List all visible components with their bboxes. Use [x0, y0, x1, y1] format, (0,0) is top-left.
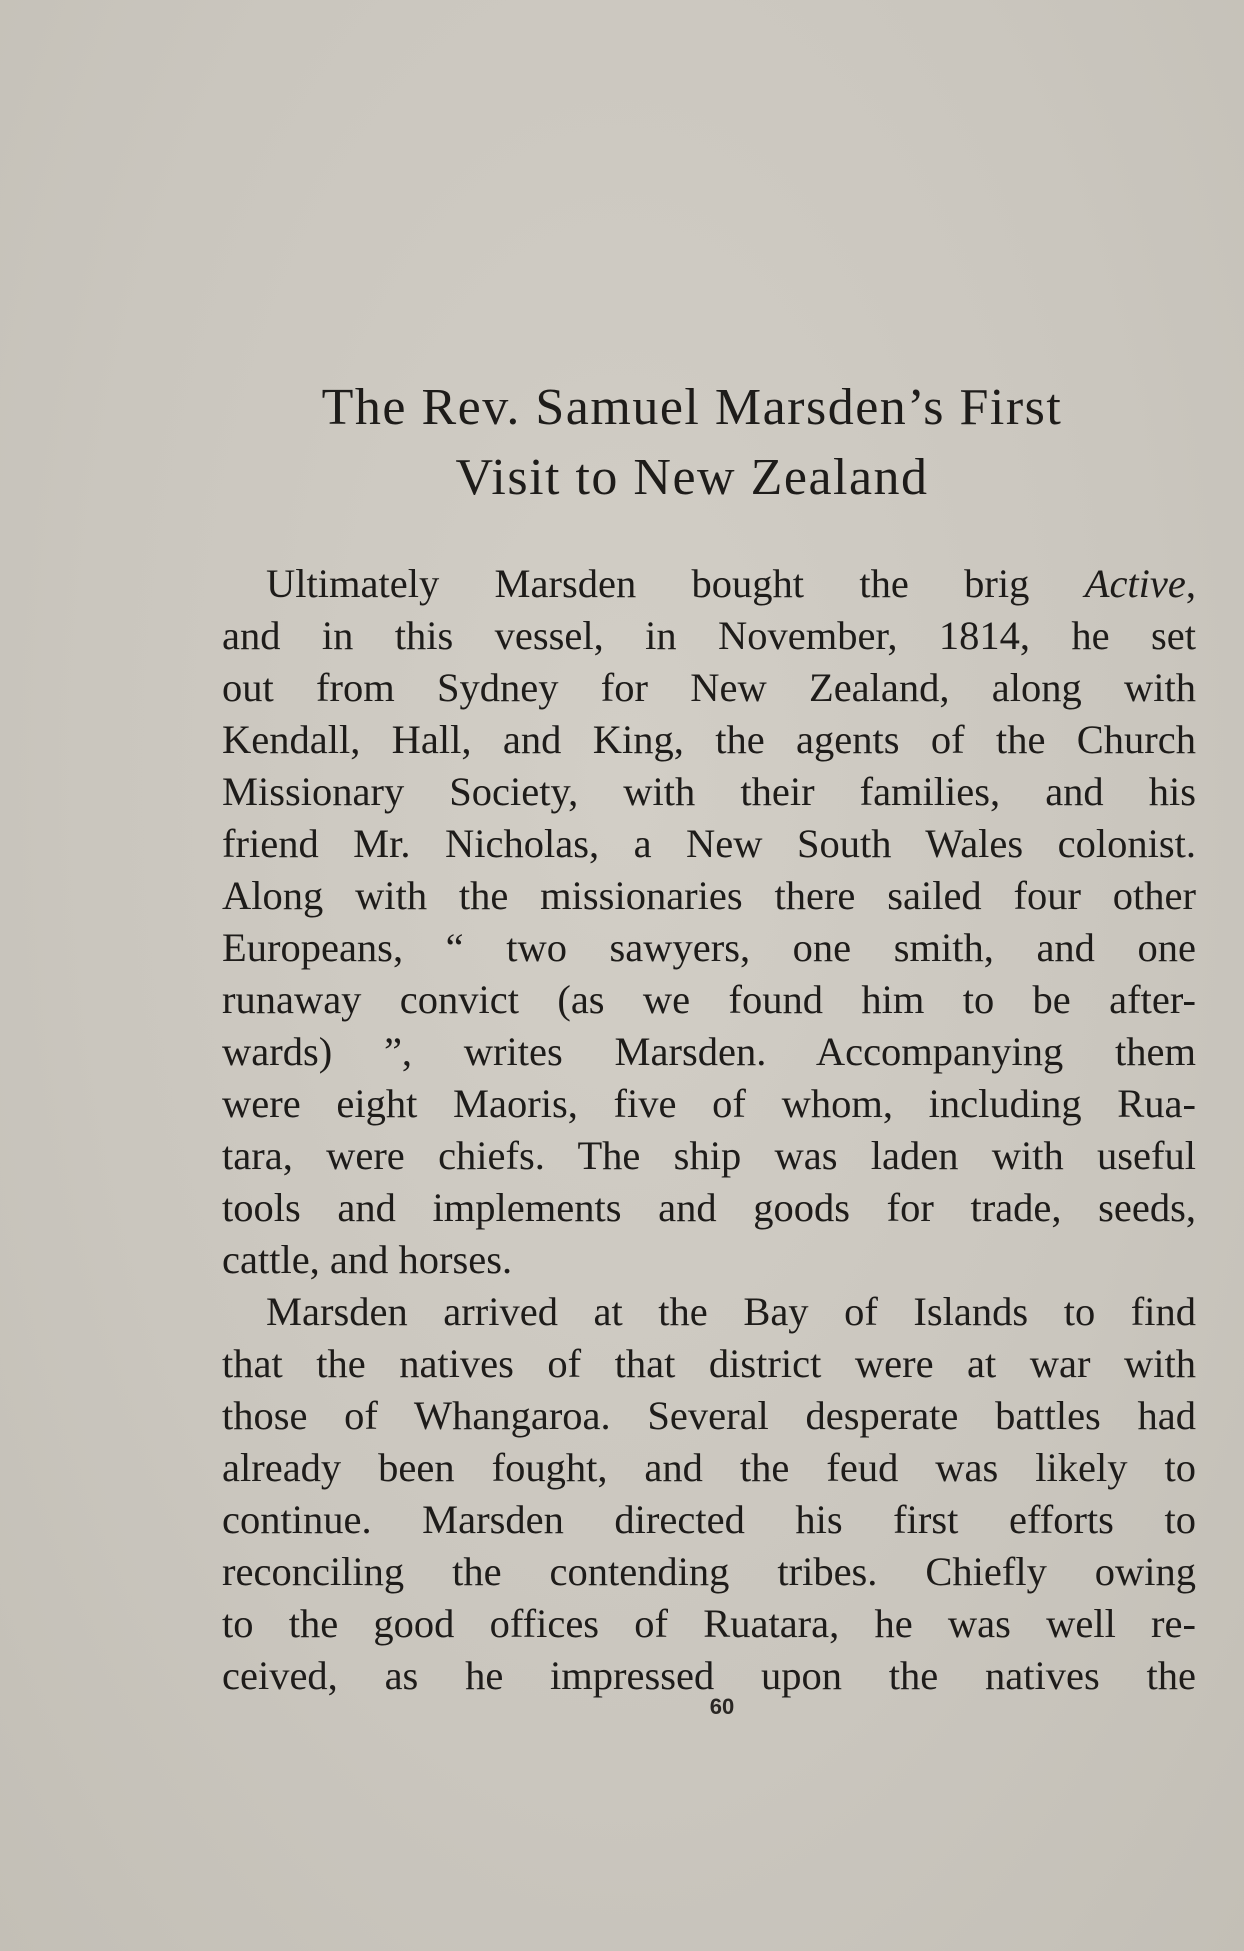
paragraph-2-line-8: ceived, as he impressed upon the natives the	[222, 1653, 1196, 1698]
page-number: 60	[709, 1694, 735, 1719]
paragraph-2-line-7: to the good offices of Ruatara, he was well re-	[222, 1601, 1196, 1646]
paragraph-2-line-3: those of Whangaroa. Several desperate battles had	[222, 1393, 1196, 1438]
paragraph-1-line-14: cattle, and horses.	[222, 1237, 513, 1282]
paragraph-1-line-13: tools and implements and goods for trade, seeds,	[222, 1185, 1196, 1230]
paragraph-1-line-9: runaway convict (as we found him to be after-	[222, 977, 1196, 1022]
paragraph-1-line-5: Missionary Society, with their families, and his	[222, 769, 1196, 814]
paragraph-1-line-4: Kendall, Hall, and King, the agents of the Church	[222, 717, 1196, 762]
paragraph-1-line-1: Ultimately Marsden bought the brig Active,	[266, 561, 1196, 606]
ship-name: Active	[1084, 561, 1186, 606]
paragraph-1-line-6: friend Mr. Nicholas, a New South Wales colonist.	[222, 821, 1196, 866]
paragraph-1-line-12: tara, were chiefs. The ship was laden with useful	[222, 1133, 1196, 1178]
paragraph-1-line-2: and in this vessel, in November, 1814, he set	[222, 613, 1196, 658]
paragraph-2-line-2: that the natives of that district were at war with	[222, 1341, 1196, 1386]
paragraph-2-line-6: reconciling the contending tribes. Chiefly owing	[222, 1549, 1196, 1594]
paragraph-2-line-4: already been fought, and the feud was likely to	[222, 1445, 1196, 1490]
paragraph-1-line-11: were eight Maoris, five of whom, including Rua-	[222, 1081, 1196, 1126]
paragraph-1-line-8: Europeans, “ two sawyers, one smith, and one	[222, 925, 1196, 970]
chapter-title-line-2: Visit to New Zealand	[455, 449, 929, 506]
paragraph-1-line-10: wards) ”, writes Marsden. Accompanying them	[222, 1029, 1196, 1074]
paragraph-1-line-3: out from Sydney for New Zealand, along with	[222, 665, 1196, 710]
paragraph-2-line-1: Marsden arrived at the Bay of Islands to find	[266, 1289, 1196, 1334]
chapter-title-line-1: The Rev. Samuel Marsden’s First	[321, 379, 1063, 436]
paragraph-2-line-5: continue. Marsden directed his first efforts to	[222, 1497, 1196, 1542]
paragraph-1-line-7: Along with the missionaries there sailed four other	[222, 873, 1196, 918]
